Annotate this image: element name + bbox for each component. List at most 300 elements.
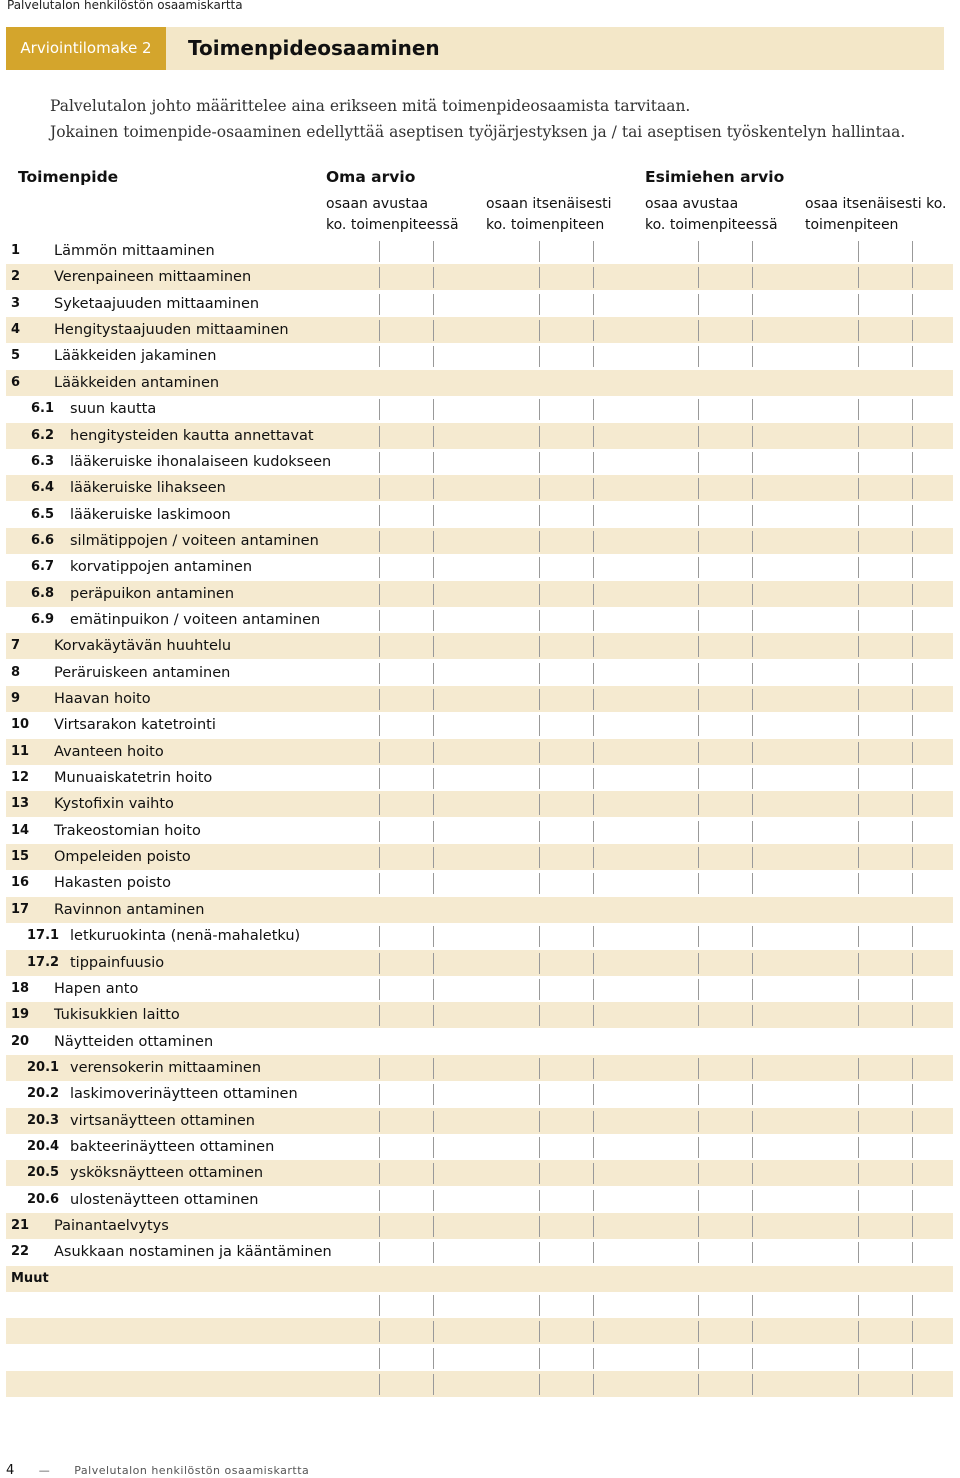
- assessment-cell-divider: [858, 557, 859, 578]
- assessment-cell-divider: [433, 1321, 434, 1342]
- assessment-cell-divider: [433, 847, 434, 868]
- table-row: [6, 1292, 953, 1318]
- assessment-cell-divider: [539, 399, 540, 420]
- assessment-cell-divider: [433, 689, 434, 710]
- assessment-cell-divider: [539, 505, 540, 526]
- assessment-cell-divider: [698, 320, 699, 341]
- table-row: [6, 1002, 953, 1028]
- assessment-cell-divider: [433, 610, 434, 631]
- assessment-cell-divider: [858, 689, 859, 710]
- assessment-cell-divider: [593, 663, 594, 684]
- row-number: 13: [11, 796, 30, 812]
- assessment-cell-divider: [698, 847, 699, 868]
- assessment-cell-divider: [593, 636, 594, 657]
- assessment-cell-divider: [858, 873, 859, 894]
- table-row: [6, 765, 953, 791]
- assessment-cell-divider: [593, 821, 594, 842]
- assessment-cell-divider: [858, 663, 859, 684]
- assessment-cell-divider: [912, 478, 913, 499]
- page-number: 4: [6, 1463, 15, 1478]
- assessment-cell-divider: [379, 953, 380, 974]
- assessment-cell-divider: [593, 452, 594, 473]
- assessment-cell-divider: [593, 1163, 594, 1184]
- assessment-cell-divider: [858, 847, 859, 868]
- assessment-cell-divider: [858, 821, 859, 842]
- row-number: 9: [11, 691, 21, 706]
- row-number: 4: [11, 322, 21, 338]
- row-number: 14: [11, 822, 30, 838]
- assessment-cell-divider: [593, 610, 594, 631]
- row-label: lääkeruiske lihakseen: [70, 480, 226, 497]
- assessment-cell-divider: [912, 1163, 913, 1184]
- assessment-cell-divider: [752, 873, 753, 894]
- row-label: Painantaelvytys: [54, 1218, 169, 1234]
- row-label: Virtsarakon katetrointi: [54, 717, 216, 734]
- assessment-cell-divider: [593, 847, 594, 868]
- assessment-cell-divider: [539, 531, 540, 552]
- row-label: Lääkkeiden jakaminen: [54, 348, 217, 365]
- assessment-cell-divider: [698, 1058, 699, 1079]
- assessment-cell-divider: [593, 320, 594, 341]
- assessment-cell-divider: [752, 979, 753, 1000]
- table-row: [6, 238, 953, 264]
- row-label: bakteerinäytteen ottaminen: [70, 1138, 275, 1155]
- assessment-cell-divider: [858, 979, 859, 1000]
- row-number: 21: [11, 1218, 30, 1233]
- assessment-cell-divider: [539, 294, 540, 315]
- assessment-cell-divider: [433, 1295, 434, 1316]
- table-row: [6, 1318, 953, 1344]
- assessment-cell-divider: [752, 1058, 753, 1079]
- table-row: [6, 449, 953, 475]
- assessment-cell-divider: [379, 1374, 380, 1395]
- assessment-cell-divider: [593, 294, 594, 315]
- row-label: Ompeleiden poisto: [54, 849, 191, 866]
- assessment-cell-divider: [379, 1242, 380, 1263]
- assessment-cell-divider: [433, 821, 434, 842]
- assessment-cell-divider: [698, 241, 699, 262]
- assessment-cell-divider: [752, 821, 753, 842]
- row-label: Syketaajuuden mittaaminen: [54, 295, 260, 312]
- assessment-cell-divider: [379, 1190, 380, 1211]
- assessment-cell-divider: [752, 1084, 753, 1105]
- assessment-cell-divider: [593, 1137, 594, 1158]
- assessment-cell-divider: [752, 953, 753, 974]
- assessment-cell-divider: [858, 926, 859, 947]
- document-running-title: Palvelutalon henkilöstön osaamiskartta: [7, 0, 243, 12]
- table-row: [6, 1160, 953, 1186]
- assessment-cell-divider: [912, 873, 913, 894]
- assessment-cell-divider: [752, 426, 753, 447]
- assessment-cell-divider: [912, 610, 913, 631]
- assessment-cell-divider: [379, 505, 380, 526]
- assessment-cell-divider: [379, 1321, 380, 1342]
- assessment-cell-divider: [379, 320, 380, 341]
- assessment-cell-divider: [752, 1137, 753, 1158]
- column-header-self-assessment: Oma arvio: [326, 168, 416, 186]
- row-number: 15: [11, 849, 30, 865]
- assessment-cell-divider: [912, 1295, 913, 1316]
- assessment-cell-divider: [379, 1348, 380, 1369]
- assessment-cell-divider: [433, 241, 434, 262]
- assessment-cell-divider: [912, 821, 913, 842]
- row-number: 10: [11, 717, 30, 733]
- column-header-procedure: Toimenpide: [18, 168, 119, 186]
- assessment-cell-divider: [539, 953, 540, 974]
- assessment-cell-divider: [433, 1348, 434, 1369]
- table-row: [6, 844, 953, 870]
- assessment-cell-divider: [379, 1084, 380, 1105]
- assessment-cell-divider: [752, 1163, 753, 1184]
- row-number: 17.2: [27, 954, 60, 970]
- assessment-cell-divider: [593, 1242, 594, 1263]
- row-label: Hapen anto: [54, 980, 139, 997]
- assessment-cell-divider: [912, 267, 913, 288]
- assessment-cell-divider: [698, 1005, 699, 1026]
- assessment-cell-divider: [858, 505, 859, 526]
- row-label: lääkeruiske laskimoon: [70, 506, 231, 523]
- row-label: Ravinnon antaminen: [54, 901, 205, 918]
- assessment-cell-divider: [539, 1111, 540, 1132]
- table-row: [6, 502, 953, 528]
- assessment-cell-divider: [593, 689, 594, 710]
- assessment-cell-divider: [379, 1005, 380, 1026]
- assessment-cell-divider: [379, 926, 380, 947]
- row-number: 11: [11, 743, 30, 759]
- intro-line-2: Jokainen toimenpide-osaaminen edellyttää aseptisen työjärjestyksen ja / tai aseptisen työskentelyn hallintaa.: [50, 123, 906, 141]
- table-row: [6, 1345, 953, 1371]
- row-number: 6.9: [31, 611, 55, 627]
- assessment-cell-divider: [858, 1005, 859, 1026]
- assessment-cell-divider: [858, 452, 859, 473]
- row-number: 1: [11, 243, 21, 258]
- assessment-cell-divider: [752, 636, 753, 657]
- subheader-self-independent: osaan itsenäisesti ko. toimenpiteen: [486, 196, 612, 233]
- assessment-cell-divider: [752, 1111, 753, 1132]
- assessment-cell-divider: [858, 584, 859, 605]
- assessment-cell-divider: [379, 689, 380, 710]
- assessment-cell-divider: [912, 1190, 913, 1211]
- assessment-cell-divider: [539, 557, 540, 578]
- row-number: 6.7: [31, 559, 55, 575]
- assessment-cell-divider: [858, 426, 859, 447]
- table-row: [6, 1213, 953, 1239]
- assessment-cell-divider: [698, 1321, 699, 1342]
- row-label: tippainfuusio: [70, 954, 165, 971]
- assessment-cell-divider: [752, 768, 753, 789]
- assessment-cell-divider: [433, 557, 434, 578]
- assessment-cell-divider: [539, 610, 540, 631]
- assessment-cell-divider: [593, 1216, 594, 1237]
- assessment-cell-divider: [379, 821, 380, 842]
- assessment-cell-divider: [593, 794, 594, 815]
- assessment-cell-divider: [539, 1295, 540, 1316]
- table-row: [6, 370, 953, 396]
- table-row: [6, 475, 953, 501]
- table-row: [6, 712, 953, 738]
- assessment-cell-divider: [698, 1137, 699, 1158]
- assessment-cell-divider: [539, 1242, 540, 1263]
- assessment-cell-divider: [539, 1348, 540, 1369]
- assessment-cell-divider: [752, 1374, 753, 1395]
- assessment-cell-divider: [912, 1111, 913, 1132]
- assessment-cell-divider: [698, 557, 699, 578]
- subheader-supervisor-independent: osaa itsenäisesti ko. toimenpiteen: [805, 196, 947, 233]
- assessment-cell-divider: [912, 294, 913, 315]
- assessment-cell-divider: [379, 873, 380, 894]
- assessment-cell-divider: [752, 1190, 753, 1211]
- assessment-cell-divider: [379, 426, 380, 447]
- assessment-cell-divider: [698, 663, 699, 684]
- assessment-cell-divider: [433, 742, 434, 763]
- table-row: [6, 317, 953, 343]
- assessment-cell-divider: [433, 1216, 434, 1237]
- assessment-cell-divider: [912, 557, 913, 578]
- table-row: [6, 1134, 953, 1160]
- assessment-cell-divider: [752, 742, 753, 763]
- assessment-cell-divider: [433, 1242, 434, 1263]
- assessment-cell-divider: [912, 926, 913, 947]
- assessment-cell-divider: [433, 584, 434, 605]
- assessment-cell-divider: [379, 636, 380, 657]
- assessment-cell-divider: [539, 979, 540, 1000]
- table-row: [6, 528, 953, 554]
- assessment-cell-divider: [752, 399, 753, 420]
- assessment-cell-divider: [912, 1321, 913, 1342]
- row-label: hengitysteiden kautta annettavat: [70, 427, 314, 444]
- assessment-cell-divider: [752, 267, 753, 288]
- assessment-cell-divider: [593, 426, 594, 447]
- table-row: [6, 633, 953, 659]
- assessment-cell-divider: [593, 557, 594, 578]
- assessment-cell-divider: [858, 346, 859, 367]
- assessment-cell-divider: [433, 505, 434, 526]
- assessment-cell-divider: [858, 241, 859, 262]
- assessment-cell-divider: [593, 346, 594, 367]
- assessment-cell-divider: [912, 1005, 913, 1026]
- assessment-cell-divider: [858, 294, 859, 315]
- row-number: 5: [11, 348, 21, 364]
- assessment-cell-divider: [698, 1190, 699, 1211]
- assessment-cell-divider: [698, 1111, 699, 1132]
- assessment-cell-divider: [858, 794, 859, 815]
- assessment-cell-divider: [912, 505, 913, 526]
- assessment-cell-divider: [698, 452, 699, 473]
- assessment-cell-divider: [858, 1216, 859, 1237]
- assessment-cell-divider: [379, 1216, 380, 1237]
- assessment-cell-divider: [433, 452, 434, 473]
- assessment-cell-divider: [593, 584, 594, 605]
- assessment-cell-divider: [539, 1137, 540, 1158]
- assessment-cell-divider: [752, 294, 753, 315]
- assessment-cell-divider: [912, 1084, 913, 1105]
- row-number: 6.1: [31, 401, 55, 417]
- assessment-cell-divider: [433, 294, 434, 315]
- row-label: Trakeostomian hoito: [54, 822, 201, 839]
- assessment-cell-divider: [539, 1058, 540, 1079]
- assessment-cell-divider: [593, 399, 594, 420]
- assessment-cell-divider: [539, 715, 540, 736]
- row-number: 20.6: [27, 1191, 60, 1207]
- assessment-cell-divider: [912, 663, 913, 684]
- assessment-cell-divider: [539, 478, 540, 499]
- assessment-cell-divider: [379, 1137, 380, 1158]
- row-label: korvatippojen antaminen: [70, 559, 253, 576]
- intro-line-1: Palvelutalon johto määrittelee aina erikseen mitä toimenpideosaamista tarvitaan.: [50, 97, 691, 115]
- assessment-cell-divider: [593, 979, 594, 1000]
- assessment-cell-divider: [433, 1163, 434, 1184]
- assessment-cell-divider: [698, 926, 699, 947]
- row-number: 20: [11, 1033, 30, 1049]
- assessment-cell-divider: [433, 926, 434, 947]
- assessment-cell-divider: [912, 715, 913, 736]
- assessment-cell-divider: [379, 1163, 380, 1184]
- row-label: Haavan hoito: [54, 691, 151, 707]
- assessment-cell-divider: [752, 1321, 753, 1342]
- assessment-cell-divider: [698, 873, 699, 894]
- assessment-cell-divider: [912, 794, 913, 815]
- assessment-cell-divider: [433, 1111, 434, 1132]
- assessment-cell-divider: [912, 241, 913, 262]
- table-row: [6, 791, 953, 817]
- row-number: 12: [11, 770, 30, 785]
- assessment-cell-divider: [698, 953, 699, 974]
- row-number: 8: [11, 664, 21, 680]
- assessment-cell-divider: [698, 1084, 699, 1105]
- assessment-cell-divider: [433, 794, 434, 815]
- row-label: Näytteiden ottaminen: [54, 1033, 214, 1050]
- assessment-cell-divider: [698, 636, 699, 657]
- row-label: Kystofixin vaihto: [54, 796, 174, 813]
- table-row: [6, 343, 953, 369]
- row-label: suun kautta: [70, 401, 157, 418]
- assessment-cell-divider: [752, 794, 753, 815]
- assessment-cell-divider: [752, 557, 753, 578]
- row-label: Asukkaan nostaminen ja kääntäminen: [54, 1244, 332, 1261]
- assessment-cell-divider: [379, 768, 380, 789]
- assessment-cell-divider: [698, 979, 699, 1000]
- assessment-cell-divider: [593, 1295, 594, 1316]
- assessment-cell-divider: [752, 1242, 753, 1263]
- assessment-cell-divider: [593, 873, 594, 894]
- assessment-cell-divider: [433, 1137, 434, 1158]
- table-row: [6, 818, 953, 844]
- assessment-cell-divider: [912, 584, 913, 605]
- assessment-cell-divider: [858, 953, 859, 974]
- assessment-cell-divider: [912, 1058, 913, 1079]
- assessment-cell-divider: [379, 531, 380, 552]
- assessment-cell-divider: [858, 1242, 859, 1263]
- table-row: [6, 1055, 953, 1081]
- assessment-cell-divider: [593, 478, 594, 499]
- assessment-cell-divider: [379, 979, 380, 1000]
- assessment-cell-divider: [752, 584, 753, 605]
- assessment-cell-divider: [912, 399, 913, 420]
- table-row: [6, 1187, 953, 1213]
- assessment-cell-divider: [752, 478, 753, 499]
- assessment-cell-divider: [752, 320, 753, 341]
- assessment-cell-divider: [379, 399, 380, 420]
- assessment-cell-divider: [752, 689, 753, 710]
- assessment-cell-divider: [593, 1348, 594, 1369]
- table-row: [6, 1108, 953, 1134]
- assessment-cell-divider: [433, 1190, 434, 1211]
- row-number: 22: [11, 1244, 30, 1260]
- assessment-cell-divider: [539, 636, 540, 657]
- assessment-cell-divider: [912, 346, 913, 367]
- assessment-cell-divider: [433, 873, 434, 894]
- assessment-cell-divider: [379, 478, 380, 499]
- assessment-cell-divider: [539, 1374, 540, 1395]
- row-number: 6.6: [31, 532, 55, 548]
- assessment-cell-divider: [912, 426, 913, 447]
- assessment-cell-divider: [539, 1190, 540, 1211]
- row-number: 7: [11, 638, 21, 654]
- assessment-cell-divider: [912, 689, 913, 710]
- assessment-cell-divider: [539, 794, 540, 815]
- assessment-cell-divider: [433, 426, 434, 447]
- assessment-cell-divider: [912, 953, 913, 974]
- assessment-cell-divider: [858, 1111, 859, 1132]
- assessment-cell-divider: [593, 715, 594, 736]
- assessment-cell-divider: [858, 636, 859, 657]
- row-number: 3: [11, 295, 21, 311]
- assessment-cell-divider: [379, 1295, 380, 1316]
- row-number: 6.5: [31, 506, 55, 522]
- footer-dash: —: [38, 1464, 51, 1477]
- assessment-cell-divider: [433, 953, 434, 974]
- assessment-cell-divider: [379, 794, 380, 815]
- row-number: 6: [11, 374, 21, 390]
- assessment-cell-divider: [752, 531, 753, 552]
- assessment-cell-divider: [698, 505, 699, 526]
- row-number: 2: [11, 269, 21, 285]
- assessment-cell-divider: [698, 346, 699, 367]
- table-row: [6, 264, 953, 290]
- row-number: 6.3: [31, 453, 55, 469]
- table-row: [6, 897, 953, 923]
- assessment-cell-divider: [858, 320, 859, 341]
- assessment-cell-divider: [912, 1216, 913, 1237]
- assessment-cell-divider: [698, 689, 699, 710]
- row-number: 20.2: [27, 1086, 60, 1102]
- assessment-cell-divider: [539, 241, 540, 262]
- assessment-cell-divider: [593, 267, 594, 288]
- page-footer: [6, 1463, 309, 1478]
- table-row: [6, 423, 953, 449]
- assessment-cell-divider: [698, 294, 699, 315]
- assessment-cell-divider: [539, 1005, 540, 1026]
- assessment-cell-divider: [593, 1084, 594, 1105]
- assessment-cell-divider: [912, 531, 913, 552]
- assessment-cell-divider: [433, 267, 434, 288]
- assessment-cell-divider: [698, 768, 699, 789]
- row-label: emätinpuikon / voiteen antaminen: [70, 611, 321, 628]
- assessment-cell-divider: [433, 636, 434, 657]
- row-number: 6.4: [31, 480, 55, 496]
- assessment-cell-divider: [593, 1005, 594, 1026]
- row-number: 20.1: [27, 1059, 60, 1075]
- assessment-cell-divider: [539, 847, 540, 868]
- assessment-cell-divider: [593, 1374, 594, 1395]
- assessment-cell-divider: [698, 821, 699, 842]
- assessment-cell-divider: [539, 821, 540, 842]
- assessment-cell-divider: [912, 847, 913, 868]
- assessment-cell-divider: [858, 1348, 859, 1369]
- row-number: 16: [11, 875, 30, 891]
- assessment-cell-divider: [858, 1137, 859, 1158]
- assessment-cell-divider: [752, 346, 753, 367]
